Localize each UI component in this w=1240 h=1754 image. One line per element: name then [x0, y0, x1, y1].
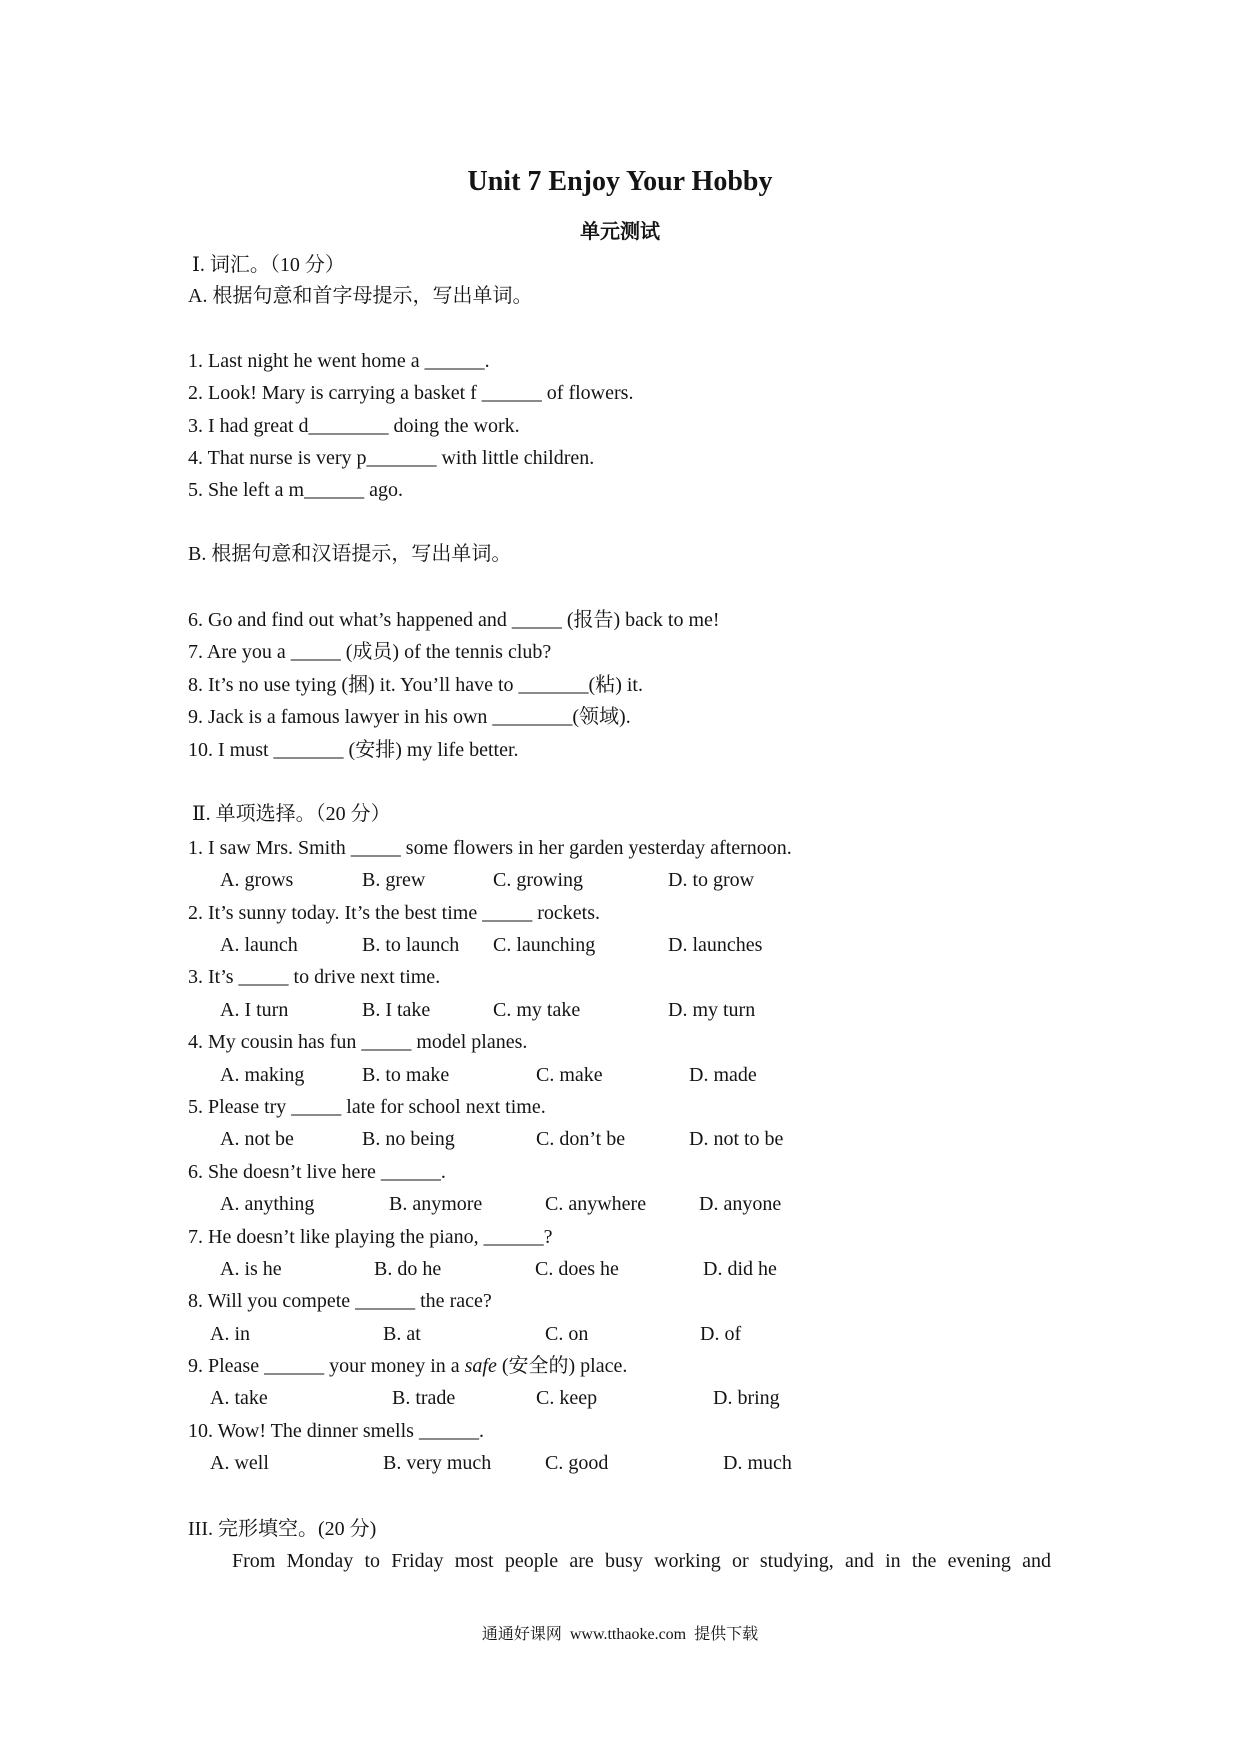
section1-partA-instruction: A. 根据句意和首字母提示，写出单词。 [188, 285, 533, 307]
page-footer: 通通好课网 www.tthaoke.com 提供下载 [481, 1626, 759, 1643]
option-a: A. not be [220, 1128, 294, 1150]
option-a: A. well [210, 1452, 269, 1474]
section1-partB-instruction: B. 根据句意和汉语提示，写出单词。 [188, 543, 512, 565]
question-9-stem [188, 1354, 627, 1378]
option-a: A. anything [220, 1193, 315, 1215]
option-d: D. not to be [689, 1128, 784, 1150]
question-1-stem: 1. I saw Mrs. Smith _____ some flowers in her garden yesterday afternoon. [188, 837, 792, 859]
option-d: D. bring [713, 1387, 780, 1409]
option-c: C. keep [536, 1387, 598, 1409]
option-c: C. make [536, 1064, 603, 1086]
vocab-item-6: 6. Go and find out what’s happened and _____ (报告) back to me! [188, 609, 720, 631]
option-a: A. take [210, 1387, 268, 1409]
option-b: B. to make [362, 1064, 450, 1086]
option-b: B. no being [362, 1128, 455, 1150]
option-a: A. launch [220, 934, 298, 956]
option-b: B. at [383, 1323, 421, 1345]
question-7-options [0, 1257, 1240, 1281]
option-b: B. trade [392, 1387, 456, 1409]
question-3-stem: 3. It’s _____ to drive next time. [188, 966, 441, 988]
option-c: C. launching [493, 934, 596, 956]
option-d: D. launches [668, 934, 763, 956]
section3-heading: III. 完形填空。(20 分) [188, 1518, 377, 1540]
option-d: D. did he [703, 1258, 777, 1280]
page-title: Unit 7 Enjoy Your Hobby [467, 166, 773, 197]
vocab-item-2: 2. Look! Mary is carrying a basket f ______ of flowers. [188, 382, 634, 404]
question-9-options [0, 1386, 1240, 1410]
option-b: B. anymore [389, 1193, 483, 1215]
option-b: B. to launch [362, 934, 460, 956]
option-d: D. anyone [699, 1193, 782, 1215]
section1-heading: Ⅰ. 词汇。（10 分） [192, 254, 345, 276]
vocab-item-9: 9. Jack is a famous lawyer in his own ________(领域). [188, 706, 631, 728]
option-c: C. good [545, 1452, 609, 1474]
question-10-stem: 10. Wow! The dinner smells ______. [188, 1420, 484, 1442]
option-d: D. to grow [668, 869, 755, 891]
question-6-stem: 6. She doesn’t live here ______. [188, 1161, 446, 1183]
question-9-stem-start: 9. Please ______ your money in a [188, 1355, 465, 1377]
question-3-options [0, 998, 1240, 1022]
vocab-item-10: 10. I must _______ (安排) my life better. [188, 739, 519, 761]
question-9-stem-italic-word: safe [464, 1355, 497, 1377]
option-d: D. made [689, 1064, 757, 1086]
option-b: B. very much [383, 1452, 492, 1474]
page-subtitle: 单元测试 [580, 219, 660, 243]
option-b: B. grew [362, 869, 426, 891]
option-a: A. is he [220, 1258, 282, 1280]
question-8-options [0, 1322, 1240, 1346]
vocab-item-3: 3. I had great d________ doing the work. [188, 415, 520, 437]
option-d: D. my turn [668, 999, 756, 1021]
option-a: A. making [220, 1064, 305, 1086]
question-4-options [0, 1063, 1240, 1087]
option-b: B. I take [362, 999, 431, 1021]
question-1-options [0, 868, 1240, 892]
option-a: A. I turn [220, 999, 289, 1021]
option-c: C. anywhere [545, 1193, 647, 1215]
option-c: C. don’t be [536, 1128, 626, 1150]
option-a: A. grows [220, 869, 294, 891]
option-d: D. much [723, 1452, 792, 1474]
section2-heading: Ⅱ. 单项选择。（20 分） [192, 803, 391, 825]
option-a: A. in [210, 1323, 250, 1345]
option-c: C. my take [493, 999, 581, 1021]
vocab-item-5: 5. She left a m______ ago. [188, 479, 403, 501]
vocab-item-4: 4. That nurse is very p_______ with little children. [188, 447, 595, 469]
question-2-stem: 2. It’s sunny today. It’s the best time _____ rockets. [188, 902, 600, 924]
option-b: B. do he [374, 1258, 442, 1280]
question-6-options [0, 1192, 1240, 1216]
question-4-stem: 4. My cousin has fun _____ model planes. [188, 1031, 528, 1053]
option-c: C. growing [493, 869, 583, 891]
cloze-passage: From Monday to Friday most people are busy working or studying, and in the evening and [232, 1550, 1051, 1572]
vocab-item-1: 1. Last night he went home a ______. [188, 350, 490, 372]
question-2-options [0, 933, 1240, 957]
option-c: C. does he [535, 1258, 619, 1280]
option-d: D. of [700, 1323, 742, 1345]
vocab-item-7: 7. Are you a _____ (成员) of the tennis club? [188, 641, 552, 663]
question-8-stem: 8. Will you compete ______ the race? [188, 1290, 492, 1312]
question-10-options [0, 1451, 1240, 1475]
question-5-options [0, 1127, 1240, 1151]
question-5-stem: 5. Please try _____ late for school next time. [188, 1096, 546, 1118]
question-7-stem: 7. He doesn’t like playing the piano, ______? [188, 1226, 553, 1248]
option-c: C. on [545, 1323, 589, 1345]
vocab-item-8: 8. It’s no use tying (捆) it. You’ll have to _______(粘) it. [188, 674, 643, 696]
question-9-stem-end: (安全的) place. [496, 1355, 628, 1377]
